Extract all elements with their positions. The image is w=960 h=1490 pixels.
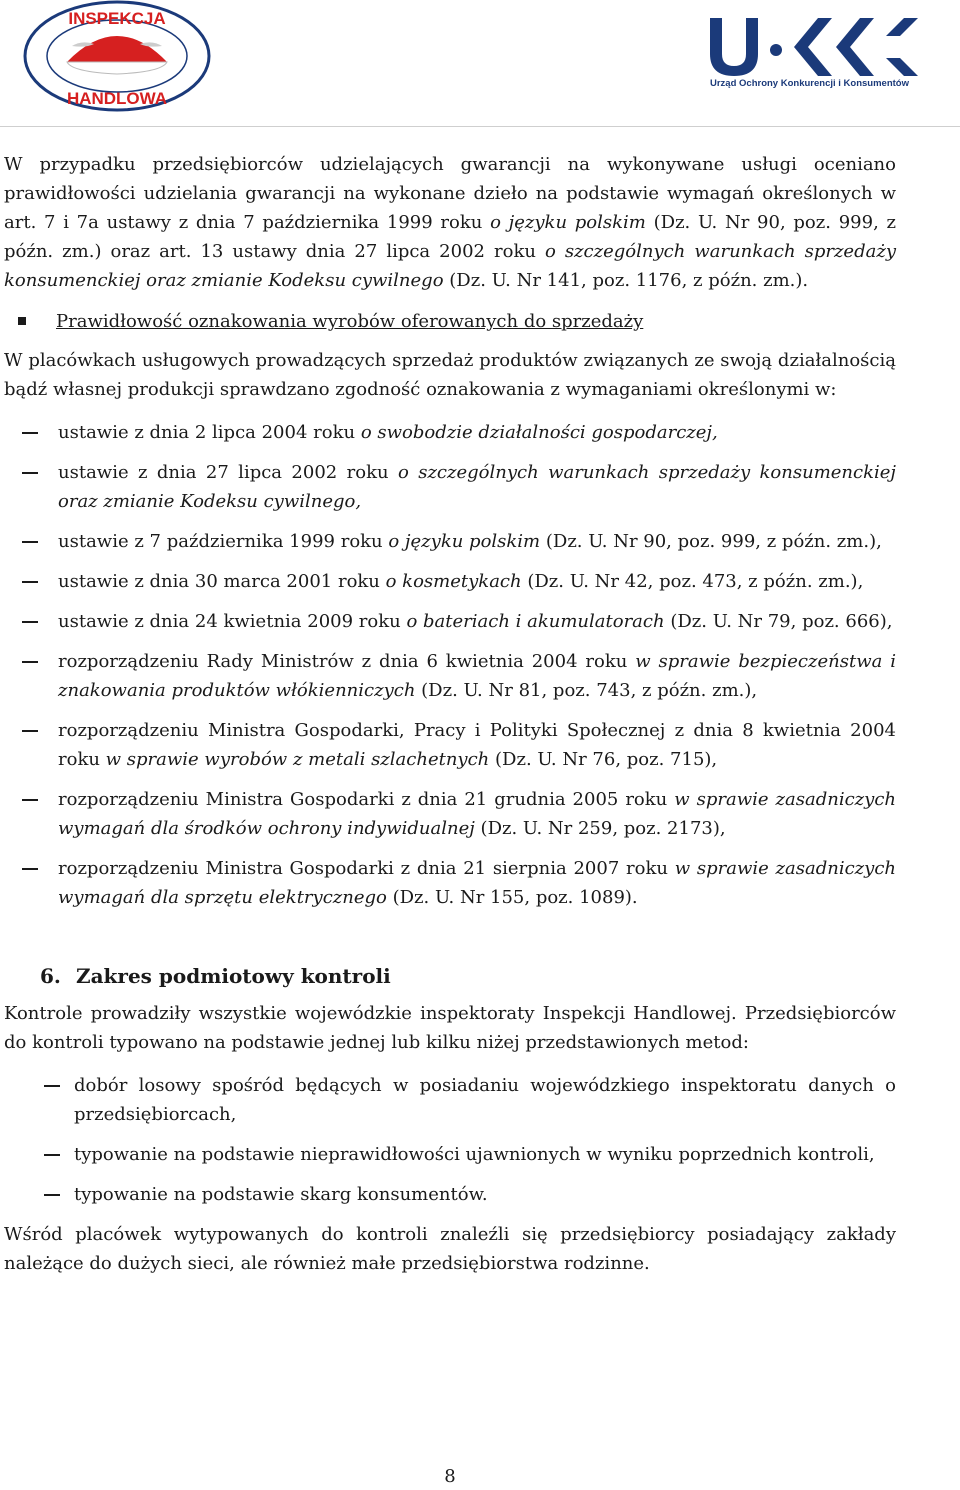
list-item xyxy=(4,527,896,556)
list-item xyxy=(4,1140,896,1169)
item-text: ustawie z dnia 27 lipca 2002 roku xyxy=(58,462,398,483)
inspekcja-handlowa-logo xyxy=(12,0,222,118)
dash-bullet-icon xyxy=(22,432,38,434)
intro-text-3: (Dz. U. Nr 141, poz. 1176, z późn. zm.). xyxy=(443,270,809,291)
item-text: ustawie z dnia 30 marca 2001 roku xyxy=(58,571,386,592)
item-ref: (Dz. U. Nr 90, poz. 999, z późn. zm.), xyxy=(540,531,882,552)
list-item xyxy=(4,1180,896,1209)
intro-italic-1: o języku polskim xyxy=(490,212,646,233)
section-6-paragraph: Kontrole prowadziły wszystkie wojewódzkie inspektoraty Inspekcji Handlowej. Przedsiębiorców do kontroli typowano na podstawie jednej lub kilku niżej przedstawionych metod: xyxy=(4,1003,896,1053)
method-text: typowanie na podstawie skarg konsumentów. xyxy=(74,1184,488,1205)
method-text: dobór losowy spośród będących w posiadaniu wojewódzkiego inspektoratu danych o przedsiębiorcach, xyxy=(74,1075,896,1125)
list-item xyxy=(4,458,896,516)
dash-bullet-icon xyxy=(22,799,38,801)
list-item xyxy=(4,716,896,774)
list-item xyxy=(4,854,896,912)
intro-paragraph xyxy=(4,150,896,295)
intro-text-2: (Dz. U. Nr 90, poz. 999, z późn. zm.) oraz art. 13 ustawy dnia 27 lipca 2002 roku xyxy=(4,212,896,262)
section-title: Zakres podmiotowy kontroli xyxy=(76,964,391,988)
list-item xyxy=(4,785,896,843)
list-item xyxy=(4,1071,896,1129)
item-ref: (Dz. U. Nr 42, poz. 473, z późn. zm.), xyxy=(521,571,864,592)
intro-text-1: W przypadku przedsiębiorców udzielających gwarancji na wykonywane usługi oceniano prawidłowości udzielania gwarancji na wykonane dzieło na podstawie wymagań określonych w art. 7 i 7a ustawy z dnia 7 października 1999 roku xyxy=(4,154,896,233)
page-number: 8 xyxy=(444,1466,456,1487)
item-italic: o szczególnych warunkach sprzedaży konsumenckiej oraz zmianie Kodeksu cywilnego, xyxy=(58,462,896,512)
dash-bullet-icon xyxy=(22,541,38,543)
section-heading xyxy=(4,307,896,336)
item-italic: o języku polskim xyxy=(388,531,541,552)
item-italic: w sprawie zasadniczych wymagań dla środków ochrony indywidualnej xyxy=(58,789,896,839)
dash-bullet-icon xyxy=(22,868,38,870)
item-ref: (Dz. U. Nr 155, poz. 1089). xyxy=(386,887,638,908)
closing-paragraph: Wśród placówek wytypowanych do kontroli znaleźli się przedsiębiorcy posiadający zakłady należące do dużych sieci, ale również małe przedsiębiorstwa rodzinne. xyxy=(4,1224,896,1274)
item-text: rozporządzeniu Ministra Gospodarki z dnia 21 sierpnia 2007 roku xyxy=(58,858,675,879)
item-ref: (Dz. U. Nr 76, poz. 715), xyxy=(489,749,718,770)
item-italic: o swobodzie działalności gospodarczej, xyxy=(360,422,718,443)
item-italic: w sprawie bezpieczeństwa i znakowania produktów włókienniczych xyxy=(58,651,896,701)
item-italic: o kosmetykach xyxy=(385,571,522,592)
regulations-list xyxy=(4,418,896,912)
item-text: rozporządzeniu Ministra Gospodarki, Pracy i Polityki Społecznej z dnia 8 kwietnia 2004 roku xyxy=(58,720,896,770)
item-text: rozporządzeniu Ministra Gospodarki z dnia 21 grudnia 2005 roku xyxy=(58,789,675,810)
item-italic: o bateriach i akumulatorach xyxy=(406,611,665,632)
page-header xyxy=(0,0,960,128)
list-item xyxy=(4,418,896,447)
item-text: ustawie z dnia 2 lipca 2004 roku xyxy=(58,422,361,443)
dash-bullet-icon xyxy=(22,730,38,732)
dash-bullet-icon xyxy=(22,661,38,663)
item-text: rozporządzeniu Rady Ministrów z dnia 6 kwietnia 2004 roku xyxy=(58,651,636,672)
list-item xyxy=(4,647,896,705)
item-italic: w sprawie wyrobów z metali szlachetnych xyxy=(105,749,490,770)
uokik-caption: Urząd Ochrony Konkurencji i Konsumentów xyxy=(710,78,909,89)
dash-bullet-icon xyxy=(44,1194,60,1196)
method-text: typowanie na podstawie nieprawidłowości ujawnionych w wyniku poprzednich kontroli, xyxy=(74,1144,875,1165)
section-number: 6. xyxy=(40,964,61,988)
item-italic: w sprawie zasadniczych wymagań dla sprzętu elektrycznego xyxy=(58,858,896,908)
dash-bullet-icon xyxy=(22,472,38,474)
item-ref: (Dz. U. Nr 79, poz. 666), xyxy=(664,611,893,632)
labeling-paragraph: W placówkach usługowych prowadzących sprzedaż produktów związanych ze swoją działalnością bądź własnej produkcji sprawdzano zgodność oznakowania z wymaganiami określonymi w: xyxy=(4,350,896,400)
section-6-heading xyxy=(4,962,896,991)
logo-text-bottom: HANDLOWA xyxy=(66,89,168,108)
section-heading-text: Prawidłowość oznakowania wyrobów oferowanych do sprzedaży xyxy=(56,311,644,332)
header-divider xyxy=(0,126,960,127)
dash-bullet-icon xyxy=(44,1154,60,1156)
list-item xyxy=(4,607,896,636)
item-text: ustawie z dnia 24 kwietnia 2009 roku xyxy=(58,611,407,632)
square-bullet-icon xyxy=(18,317,26,325)
document-body xyxy=(4,150,896,1290)
dash-bullet-icon xyxy=(44,1085,60,1087)
methods-list xyxy=(4,1071,896,1209)
dash-bullet-icon xyxy=(22,581,38,583)
list-item xyxy=(4,567,896,596)
intro-italic-2: o szczególnych warunkach sprzedaży konsumenckiej oraz zmianie Kodeksu cywilnego xyxy=(4,241,896,291)
item-text: ustawie z 7 października 1999 roku xyxy=(58,531,389,552)
item-ref: (Dz. U. Nr 81, poz. 743, z późn. zm.), xyxy=(415,680,758,701)
dash-bullet-icon xyxy=(22,621,38,623)
logo-text-top: INSPEKCJA xyxy=(68,9,166,28)
item-ref: (Dz. U. Nr 259, poz. 2173), xyxy=(474,818,726,839)
